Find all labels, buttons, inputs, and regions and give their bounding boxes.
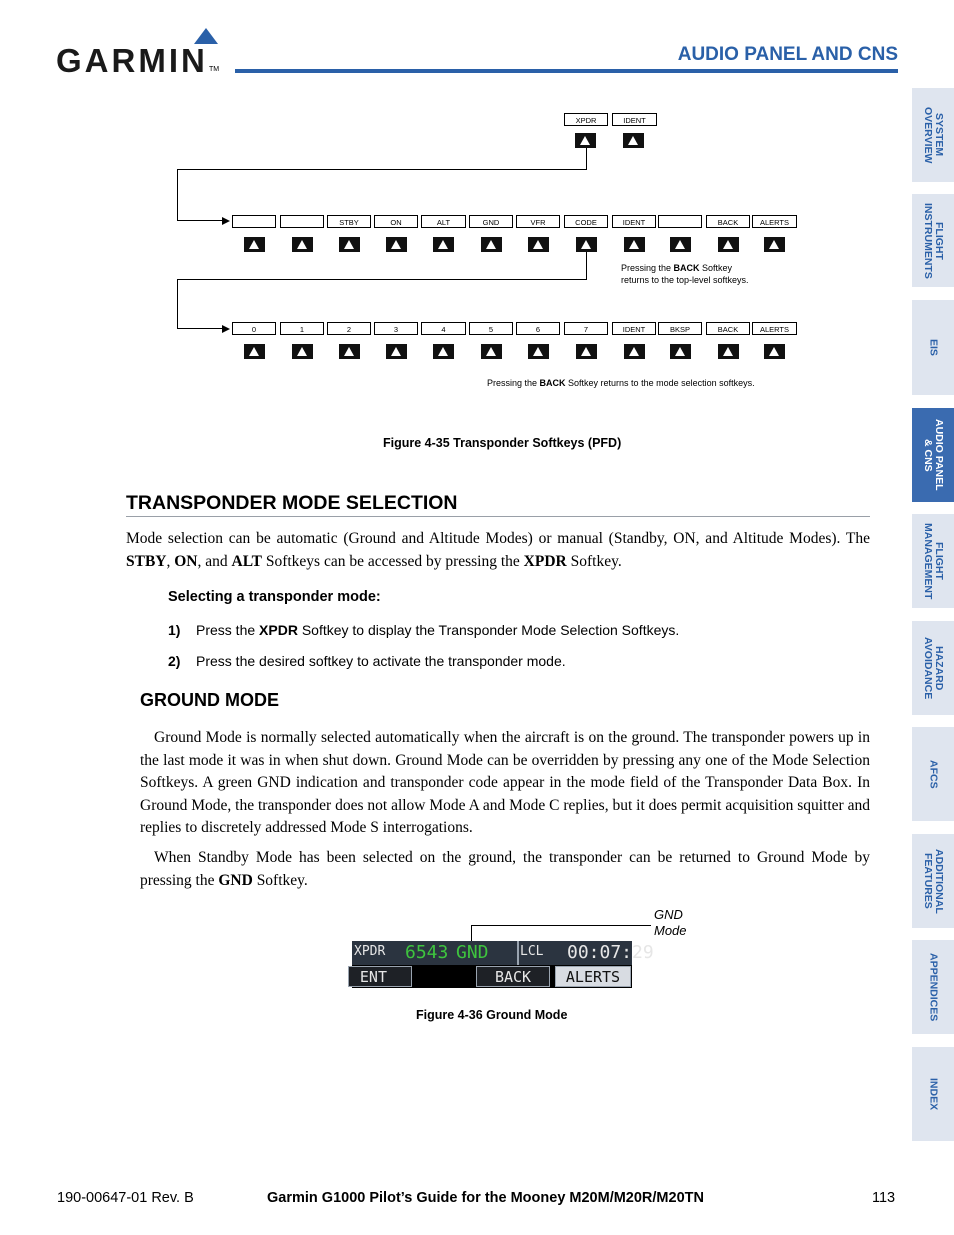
display-separator <box>517 941 519 965</box>
softkey-button-icon <box>339 344 360 359</box>
trademark: TM <box>209 66 220 73</box>
tab-appendices[interactable]: APPENDICES <box>912 940 954 1034</box>
code-softkey-1: 0 <box>232 322 276 335</box>
softkey-button-icon <box>764 344 785 359</box>
arrow-right-icon <box>222 325 230 333</box>
section-heading: TRANSPONDER MODE SELECTION <box>126 492 458 514</box>
softkey-button-icon <box>481 344 502 359</box>
softkey-xpdr: XPDR <box>564 113 608 126</box>
procedure-title: Selecting a transponder mode: <box>168 589 381 605</box>
softkey-button-icon <box>244 344 265 359</box>
code-softkey-4: 3 <box>374 322 418 335</box>
softkey-button-icon <box>576 237 597 252</box>
softkey-button-icon <box>528 344 549 359</box>
arrow-right-icon <box>222 217 230 225</box>
tab-audio-panel-cns[interactable]: AUDIO PANEL & CNS <box>912 408 954 502</box>
softkey-button-icon <box>624 237 645 252</box>
section-title: AUDIO PANEL AND CNS <box>677 44 898 65</box>
tab-hazard-avoidance[interactable]: HAZARD AVOIDANCE <box>912 621 954 715</box>
mode-softkey-1 <box>232 215 276 228</box>
tab-flight-instruments[interactable]: FLIGHT INSTRUMENTS <box>912 194 954 287</box>
garmin-wordmark: GARMIN <box>56 42 208 79</box>
tab-flight-management[interactable]: FLIGHT MANAGEMENT <box>912 514 954 608</box>
connector-line <box>177 220 223 221</box>
softkey-button-icon <box>433 237 454 252</box>
tab-index[interactable]: INDEX <box>912 1047 954 1141</box>
softkey-button-icon <box>386 237 407 252</box>
softkey-button-icon <box>481 237 502 252</box>
mode-softkey-8: CODE <box>564 215 608 228</box>
mode-softkey-3: STBY <box>327 215 371 228</box>
connector-line <box>177 169 587 170</box>
softkey-button-icon <box>764 237 785 252</box>
garmin-delta-icon <box>194 28 218 44</box>
code-softkey-6: 5 <box>469 322 513 335</box>
mode-softkey-7: VFR <box>516 215 560 228</box>
softkey-button-icon <box>576 344 597 359</box>
transponder-mode: GND <box>456 942 489 963</box>
connector-line <box>177 328 223 329</box>
ground-mode-heading: GROUND MODE <box>140 690 279 710</box>
softkey-ident-partial: ENT <box>348 966 412 987</box>
xpdr-label: XPDR <box>354 944 386 959</box>
procedure-step-1: 1) Press the XPDR Softkey to display the Transponder Mode Selection Softkeys. <box>168 622 680 638</box>
garmin-logo <box>56 28 220 79</box>
softkey-button-icon <box>433 344 454 359</box>
mode-softkey-5: ALT <box>421 215 466 228</box>
softkey-button-icon <box>670 344 691 359</box>
softkey-button-icon <box>718 344 739 359</box>
mode-softkey-2 <box>280 215 324 228</box>
ground-mode-paragraph-1: Ground Mode is normally selected automatically when the aircraft is on the ground. The transponder powers up in the last mode it was in when shut down. Ground Mode can be overridden by pressing any one of the Mode Selection Softkeys. A green GND indication and transponder code appear in the mode field of the Transponder Data Box. In Ground Mode, the transponder does not allow Mode A and Mode C replies, but it does permit acquisition squitter and replies to discretely addressed Mode S interrogations. <box>140 729 870 836</box>
ground-mode-paragraph-2: When Standby Mode has been selected on the ground, the transponder can be returned to Ground Mode by pressing the GND Softkey. <box>140 849 870 889</box>
softkey-button-icon <box>623 133 644 148</box>
mode-softkey-12: ALERTS <box>752 215 797 228</box>
softkey-button-icon <box>575 133 596 148</box>
mode-softkey-6: GND <box>469 215 513 228</box>
code-softkey-11: BACK <box>706 322 750 335</box>
softkey-button-icon <box>386 344 407 359</box>
softkey-button-icon <box>292 344 313 359</box>
code-softkey-5: 4 <box>421 322 466 335</box>
mode-softkey-10 <box>658 215 702 228</box>
callout-line <box>471 925 651 926</box>
tab-system-overview[interactable]: SYSTEM OVERVIEW <box>912 88 954 182</box>
tab-afcs[interactable]: AFCS <box>912 727 954 821</box>
softkey-button-icon <box>339 237 360 252</box>
code-softkey-7: 6 <box>516 322 560 335</box>
figure-35-caption: Figure 4-35 Transponder Softkeys (PFD) <box>383 436 622 450</box>
figure-36-caption: Figure 4-36 Ground Mode <box>416 1008 568 1022</box>
mode-softkey-4: ON <box>374 215 418 228</box>
softkey-ident: IDENT <box>612 113 657 126</box>
code-softkey-12: ALERTS <box>752 322 797 335</box>
footer-title: Garmin G1000 Pilot’s Guide for the Mooney M20M/M20R/M20TN <box>267 1190 704 1206</box>
transponder-data-box <box>352 941 654 988</box>
code-softkey-2: 1 <box>280 322 324 335</box>
code-softkey-3: 2 <box>327 322 371 335</box>
softkey-button-icon <box>244 237 265 252</box>
softkey-button-icon <box>528 237 549 252</box>
callout-line <box>471 925 472 941</box>
tab-additional-features[interactable]: ADDITIONAL FEATURES <box>912 834 954 928</box>
code-softkey-8: 7 <box>564 322 608 335</box>
note-code-back: Pressing the BACK Softkey returns to the mode selection softkeys. <box>487 378 755 388</box>
connector-line <box>177 279 587 280</box>
header-rule <box>235 69 898 73</box>
connector-line <box>586 252 587 280</box>
tab-eis[interactable]: EIS <box>912 300 954 395</box>
mode-softkey-9: IDENT <box>612 215 656 228</box>
softkey-button-icon <box>624 344 645 359</box>
procedure-step-2: 2) Press the desired softkey to activate the transponder mode. <box>168 653 566 669</box>
code-softkey-10: BKSP <box>658 322 702 335</box>
local-time: 00:07:29 <box>567 942 654 963</box>
softkey-button-icon <box>718 237 739 252</box>
heading-rule <box>126 516 870 517</box>
mode-softkey-11: BACK <box>706 215 750 228</box>
connector-line <box>177 279 178 329</box>
transponder-code: 6543 <box>405 942 449 963</box>
note-mode-back: Pressing the BACK Softkey returns to the top-level softkeys. <box>621 263 749 285</box>
softkey-back: BACK <box>476 966 550 987</box>
connector-line <box>586 148 587 170</box>
connector-line <box>177 169 178 221</box>
lcl-label: LCL <box>520 944 544 959</box>
code-softkey-9: IDENT <box>612 322 656 335</box>
intro-paragraph: Mode selection can be automatic (Ground and Altitude Modes) or manual (Standby, ON, and Altitude Modes). The STBY, ON, and ALT Softkeys can be accessed by pressing the XPDR Softkey. <box>126 530 870 570</box>
softkey-button-icon <box>292 237 313 252</box>
footer-doc-number: 190-00647-01 Rev. B <box>57 1190 194 1206</box>
footer-page-number: 113 <box>872 1190 896 1206</box>
callout-gnd-mode: GND Mode <box>654 907 687 938</box>
softkey-button-icon <box>670 237 691 252</box>
softkey-alerts: ALERTS <box>555 966 631 987</box>
